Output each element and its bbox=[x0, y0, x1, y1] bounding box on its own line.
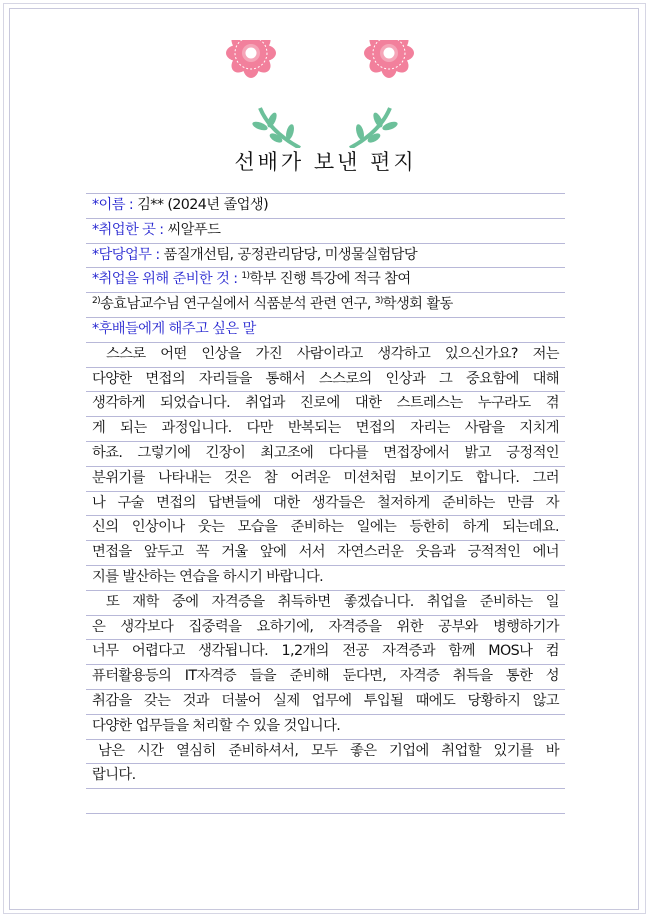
body-line: 다양한 업무들을 처리할 수 있을 것입니다. bbox=[86, 714, 565, 739]
flower-right-icon bbox=[350, 40, 414, 148]
body-line: 너무 어렵다고 생각됩니다. 1,2개의 전공 자격증과 함께 MOS나 컴 bbox=[86, 639, 565, 664]
duty-value: 품질개선팀, 공정관리담당, 미생물실험담당 bbox=[163, 246, 418, 263]
body-line: 생각하게 되었습니다. 취업과 진로에 대한 스트레스는 누구라도 겪 bbox=[86, 391, 565, 416]
body-line: 또 재학 중에 자격증을 취득하면 좋겠습니다. 취업을 준비하는 일 bbox=[86, 590, 565, 615]
prep-label: *취업을 위해 준비한 것 : bbox=[92, 271, 242, 288]
body-line: 신의 인상이나 웃는 모습을 준비하는 일에는 등한히 하게 되는데요. bbox=[86, 515, 565, 540]
body-line: 퓨터활용등의 IT자격증 들을 준비해 둔다면, 자격증 취득을 통한 성 bbox=[86, 664, 565, 689]
advice-label: *후배들에게 해주고 싶은 말 bbox=[92, 320, 256, 337]
body-line: 다양한 면접의 자리들을 통해서 스스로의 인상과 그 중요함에 대해 bbox=[86, 367, 565, 392]
info-prep-row bbox=[86, 267, 565, 292]
info-duty-row bbox=[86, 243, 565, 268]
body-line: 남은 시간 열심히 준비하셔서, 모두 좋은 기업에 취업할 있기를 바 bbox=[86, 739, 565, 764]
flower-illustration bbox=[220, 40, 430, 148]
letter-title: 선배가 보낸 편지 bbox=[234, 150, 417, 174]
info-prep-row-2 bbox=[86, 292, 565, 317]
footnote-1: 1) bbox=[241, 271, 250, 282]
body-line: 나 구술 면접의 답변들에 대한 생각들은 철저하게 준비하는 만큼 자 bbox=[86, 491, 565, 516]
lined-letter-sheet bbox=[86, 193, 565, 814]
info-company-row bbox=[86, 218, 565, 243]
body-line: 게 되는 과정입니다. 다만 반복되는 면접의 자리는 사람을 지치게 bbox=[86, 416, 565, 441]
footnote-2: 2) bbox=[92, 296, 101, 307]
body-line: 취감을 갖는 것과 더불어 실제 업무에 투입될 때에도 당황하지 않고 bbox=[86, 689, 565, 714]
body-line: 랍니다. bbox=[86, 763, 565, 788]
name-value: 김** (2024년 졸업생) bbox=[137, 197, 269, 213]
body-line: 스스로 어떤 인상을 가진 사람이라고 생각하고 있으신가요? 저는 bbox=[86, 342, 565, 367]
body-line-empty bbox=[86, 788, 565, 814]
footnote-3: 3) bbox=[374, 296, 383, 307]
body-line: 하죠. 그렇기에 긴장이 최고조에 다다를 면접장에서 밝고 긍정적인 bbox=[86, 441, 565, 466]
prep-item-1: 학부 진행 특강에 적극 참여 bbox=[249, 271, 411, 288]
prep-item-3: 학생회 활동 bbox=[382, 296, 453, 313]
info-name-row bbox=[86, 193, 565, 218]
duty-label: *담당업무 : bbox=[92, 246, 164, 263]
flower-left-icon bbox=[226, 40, 300, 148]
body-line: 은 생각보다 집중력을 요하기에, 자격증을 위한 공부와 병행하기가 bbox=[86, 615, 565, 640]
prep-item-2: 송효남교수님 연구실에서 식품분석 관련 연구, bbox=[100, 296, 375, 313]
company-value: 씨알푸드 bbox=[167, 221, 221, 238]
body-line: 지를 발산하는 연습을 하시기 바랍니다. bbox=[86, 565, 565, 590]
company-label: *취업한 곳 : bbox=[92, 221, 168, 238]
name-label: *이름 : bbox=[92, 197, 138, 213]
body-line: 분위기를 나타내는 것은 참 어려운 미션처럼 보이기도 합니다. 그러 bbox=[86, 466, 565, 491]
advice-heading-row bbox=[86, 317, 565, 342]
body-line: 면접을 앞두고 꼭 거울 앞에 서서 자연스러운 웃음과 긍적적인 에너 bbox=[86, 540, 565, 565]
